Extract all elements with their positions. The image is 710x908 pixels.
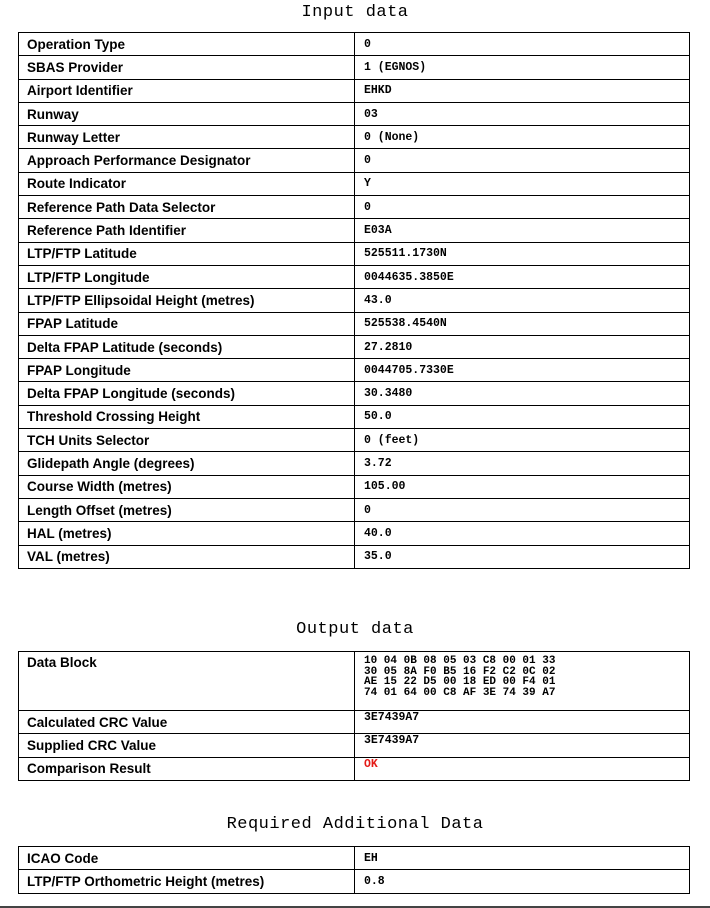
table-row — [19, 172, 690, 195]
row-value: 0 — [355, 33, 690, 56]
row-label: Route Indicator — [19, 172, 355, 195]
table-row — [19, 498, 690, 521]
row-label: LTP/FTP Orthometric Height (metres) — [19, 870, 355, 893]
data-block-line: AE 15 22 D5 00 18 ED 00 F4 01 — [364, 676, 556, 689]
additional-data-table — [18, 846, 690, 894]
row-label: Threshold Crossing Height — [19, 405, 355, 428]
table-row — [19, 452, 690, 475]
row-label: Airport Identifier — [19, 79, 355, 102]
table-row — [19, 475, 690, 498]
row-value: 0.8 — [355, 870, 690, 893]
row-label: Glidepath Angle (degrees) — [19, 452, 355, 475]
row-value: 43.0 — [355, 289, 690, 312]
row-value: 03 — [355, 102, 690, 125]
row-label: Runway — [19, 102, 355, 125]
row-label: TCH Units Selector — [19, 429, 355, 452]
row-value: 525511.1730N — [355, 242, 690, 265]
row-value: 525538.4540N — [355, 312, 690, 335]
table-row — [19, 265, 690, 288]
table-row — [19, 312, 690, 335]
data-block-label: Data Block — [19, 652, 355, 711]
row-label: FPAP Latitude — [19, 312, 355, 335]
row-value: 1 (EGNOS) — [355, 56, 690, 79]
row-value: 50.0 — [355, 405, 690, 428]
row-label: Comparison Result — [19, 757, 355, 780]
table-row — [19, 545, 690, 568]
table-row — [19, 734, 690, 757]
row-value: Y — [355, 172, 690, 195]
output-data-heading: Output data — [296, 620, 414, 639]
table-row — [19, 149, 690, 172]
table-row — [19, 102, 690, 125]
table-row — [19, 847, 690, 870]
table-row — [19, 711, 690, 734]
row-label: LTP/FTP Latitude — [19, 242, 355, 265]
data-block-line: 74 01 64 00 C8 AF 3E 74 39 A7 — [364, 686, 556, 699]
row-value: 0 — [355, 196, 690, 219]
row-value: 0044635.3850E — [355, 265, 690, 288]
row-label: HAL (metres) — [19, 522, 355, 545]
row-label: SBAS Provider — [19, 56, 355, 79]
row-label: FPAP Longitude — [19, 359, 355, 382]
row-label: Length Offset (metres) — [19, 498, 355, 521]
row-value: EHKD — [355, 79, 690, 102]
row-value: E03A — [355, 219, 690, 242]
table-row — [19, 335, 690, 358]
data-block-line: 10 04 0B 08 05 03 C8 00 01 33 — [364, 655, 556, 667]
table-row — [19, 405, 690, 428]
data-block-line: 30 05 8A F0 B5 16 F2 C2 0C 02 — [364, 665, 556, 678]
row-label: Supplied CRC Value — [19, 734, 355, 757]
table-row — [19, 289, 690, 312]
row-value: 0 (feet) — [355, 429, 690, 452]
table-row — [19, 652, 690, 711]
row-label: Reference Path Data Selector — [19, 196, 355, 219]
table-row — [19, 126, 690, 149]
row-label: LTP/FTP Ellipsoidal Height (metres) — [19, 289, 355, 312]
row-label: ICAO Code — [19, 847, 355, 870]
table-row — [19, 522, 690, 545]
input-data-heading: Input data — [301, 3, 409, 22]
row-value: 3E7439A7 — [355, 734, 690, 757]
row-value: 0044705.7330E — [355, 359, 690, 382]
table-row — [19, 757, 690, 780]
row-value: 35.0 — [355, 545, 690, 568]
row-value: 0 (None) — [355, 126, 690, 149]
output-data-table — [18, 651, 690, 781]
row-value: 0 — [355, 498, 690, 521]
row-label: Course Width (metres) — [19, 475, 355, 498]
table-row — [19, 242, 690, 265]
table-row — [19, 870, 690, 893]
row-value: 0 — [355, 149, 690, 172]
row-value: 3E7439A7 — [355, 711, 690, 734]
table-row — [19, 359, 690, 382]
table-row — [19, 79, 690, 102]
table-row — [19, 56, 690, 79]
row-label: Reference Path Identifier — [19, 219, 355, 242]
row-label: Runway Letter — [19, 126, 355, 149]
row-label: VAL (metres) — [19, 545, 355, 568]
comparison-result-value: OK — [355, 757, 690, 780]
row-value: 40.0 — [355, 522, 690, 545]
additional-data-heading: Required Additional Data — [226, 815, 484, 834]
row-label: Delta FPAP Longitude (seconds) — [19, 382, 355, 405]
input-data-table — [18, 32, 690, 569]
row-value: 3.72 — [355, 452, 690, 475]
row-value: 30.3480 — [355, 382, 690, 405]
row-value: EH — [355, 847, 690, 870]
row-label: Delta FPAP Latitude (seconds) — [19, 335, 355, 358]
data-block-value — [355, 652, 690, 711]
row-value: 105.00 — [355, 475, 690, 498]
row-value: 27.2810 — [355, 335, 690, 358]
row-label: Calculated CRC Value — [19, 711, 355, 734]
row-label: Operation Type — [19, 33, 355, 56]
table-row — [19, 382, 690, 405]
table-row — [19, 196, 690, 219]
table-row — [19, 219, 690, 242]
table-row — [19, 33, 690, 56]
row-label: Approach Performance Designator — [19, 149, 355, 172]
row-label: LTP/FTP Longitude — [19, 265, 355, 288]
table-row — [19, 429, 690, 452]
